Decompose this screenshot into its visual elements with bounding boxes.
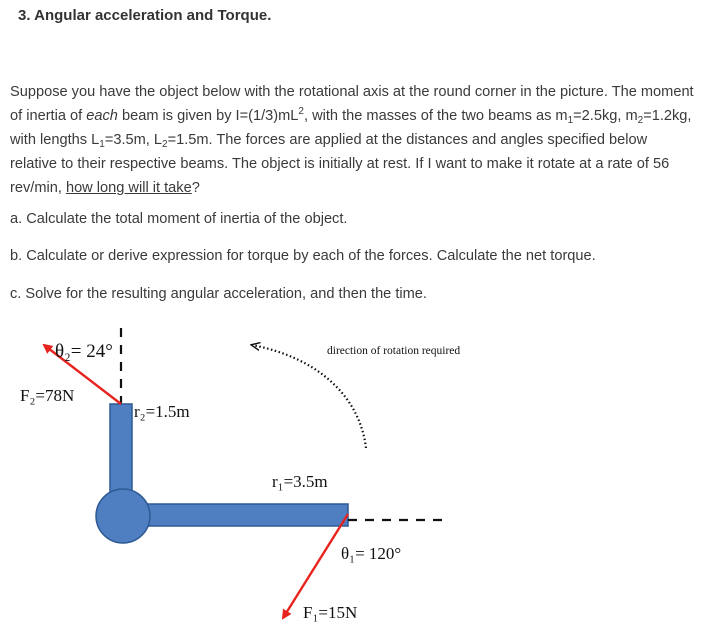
r2-label: r₂=1.5m (134, 402, 190, 421)
theta1-label: θ₁= 120° (341, 544, 402, 563)
rotation-axis-pivot (96, 489, 150, 543)
question-title: 3. Angular acceleration and Torque. (18, 7, 272, 24)
how-long-link: how long will it take (65, 180, 192, 196)
part-c: c. Solve for the resulting angular acceleration, and then the time. (10, 286, 427, 302)
r1-label: r₁=3.5m (272, 472, 328, 491)
F2-label: F₂=78N (20, 386, 75, 405)
beam-diagram (0, 318, 701, 637)
part-b: b. Calculate or derive expression for torque by each of the forces. Calculate the net torque. (10, 248, 596, 264)
problem-statement: Suppose you have the object below with the rotational axis at the round corner in the picture. The moment of inertia of each beam is given by $I=(1/3)mL^2$, with the masses of the two beams as $m_1=2.5kg$, $m_2=1.2kg$, with lengths $L_1=3.5m$, $L_2=1.5m$. The forces are applied at the distances and angles specified below relative to their respective beams. The object is initially at rest. If I want to make it rotate at a rate of 56 rev/min, how long will it take? (10, 84, 694, 196)
beam-1 (122, 504, 348, 526)
part-a: a. Calculate the total moment of inertia of the object. (10, 211, 348, 227)
theta2-label: θ₂= 24° (55, 341, 113, 362)
F1-label: F₁=15N (303, 603, 358, 622)
rotation-direction-label: direction of rotation required (327, 345, 461, 357)
rotation-direction-arrow (252, 345, 366, 448)
